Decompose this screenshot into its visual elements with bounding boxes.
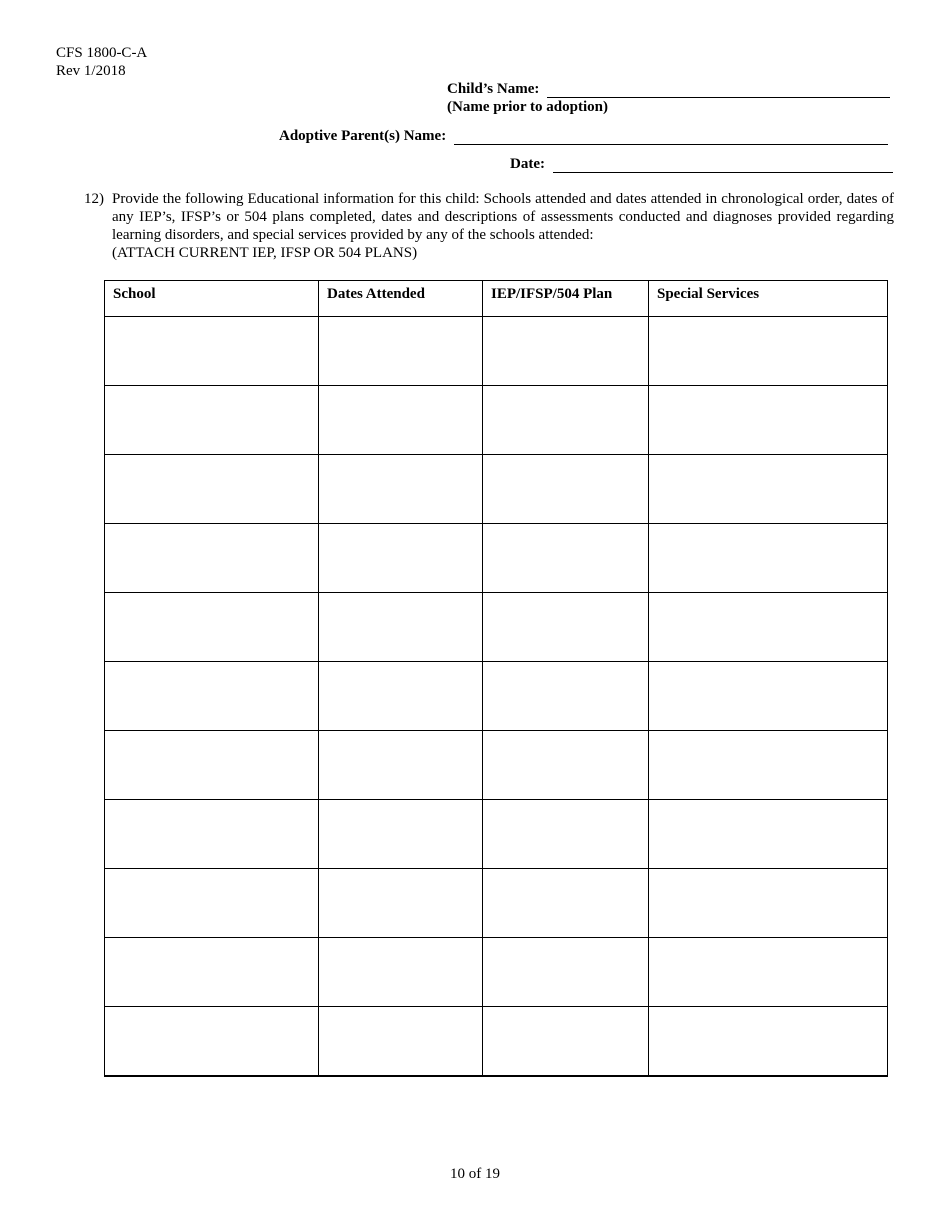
- cell-special-services[interactable]: [649, 386, 888, 455]
- cell-school[interactable]: [105, 938, 319, 1007]
- child-name-label: Child’s Name:: [447, 81, 540, 97]
- cell-special-services[interactable]: [649, 593, 888, 662]
- cell-special-services[interactable]: [649, 317, 888, 386]
- cell-iep-plan[interactable]: [483, 524, 649, 593]
- question-12: [84, 190, 894, 262]
- cell-school[interactable]: [105, 869, 319, 938]
- column-header-special-services: Special Services: [649, 281, 888, 317]
- cell-school[interactable]: [105, 386, 319, 455]
- cell-school[interactable]: [105, 1007, 319, 1077]
- cell-dates-attended[interactable]: [319, 731, 483, 800]
- cell-iep-plan[interactable]: [483, 455, 649, 524]
- cell-school[interactable]: [105, 593, 319, 662]
- cell-special-services[interactable]: [649, 455, 888, 524]
- form-revision: Rev 1/2018: [56, 63, 126, 79]
- cell-iep-plan[interactable]: [483, 869, 649, 938]
- cell-dates-attended[interactable]: [319, 386, 483, 455]
- cell-school[interactable]: [105, 524, 319, 593]
- adoptive-parent-label: Adoptive Parent(s) Name:: [279, 128, 447, 144]
- date-field[interactable]: [553, 156, 893, 173]
- cell-iep-plan[interactable]: [483, 731, 649, 800]
- cell-iep-plan[interactable]: [483, 317, 649, 386]
- cell-special-services[interactable]: [649, 1007, 888, 1077]
- column-header-school: School: [105, 281, 319, 317]
- table-header-row: [105, 281, 888, 317]
- cell-school[interactable]: [105, 662, 319, 731]
- cell-special-services[interactable]: [649, 524, 888, 593]
- table-row: [105, 386, 888, 455]
- date-label: Date:: [510, 156, 545, 172]
- form-identifier: [56, 44, 147, 80]
- table-row: [105, 938, 888, 1007]
- cell-iep-plan[interactable]: [483, 593, 649, 662]
- table-row: [105, 455, 888, 524]
- cell-special-services[interactable]: [649, 869, 888, 938]
- table-row: [105, 869, 888, 938]
- cell-dates-attended[interactable]: [319, 800, 483, 869]
- table-body: [105, 317, 888, 1077]
- cell-special-services[interactable]: [649, 938, 888, 1007]
- column-header-iep-plan: IEP/IFSP/504 Plan: [483, 281, 649, 317]
- table-row: [105, 1007, 888, 1077]
- attach-note: (ATTACH CURRENT IEP, IFSP OR 504 PLANS): [112, 245, 418, 261]
- page-number: 10 of 19: [450, 1166, 500, 1182]
- date-row: [510, 155, 893, 173]
- cell-dates-attended[interactable]: [319, 593, 483, 662]
- table-row: [105, 524, 888, 593]
- table-row: [105, 662, 888, 731]
- cell-iep-plan[interactable]: [483, 662, 649, 731]
- cell-dates-attended[interactable]: [319, 938, 483, 1007]
- cell-special-services[interactable]: [649, 800, 888, 869]
- cell-iep-plan[interactable]: [483, 800, 649, 869]
- cell-school[interactable]: [105, 731, 319, 800]
- cell-school[interactable]: [105, 455, 319, 524]
- child-name-row: [447, 80, 890, 98]
- cell-school[interactable]: [105, 317, 319, 386]
- adoptive-parent-field[interactable]: [454, 128, 888, 145]
- question-text: Provide the following Educational information for this child: Schools attended and dates attended in chronological order, dates of any IEP’s, IFSP’s or 504 plans completed, dates and descriptions of assessments conducted and diagnoses provided regarding learning disorders, and special services provided by any of the schools attended:: [112, 191, 894, 243]
- cell-iep-plan[interactable]: [483, 386, 649, 455]
- table-row: [105, 317, 888, 386]
- cell-dates-attended[interactable]: [319, 869, 483, 938]
- table-row: [105, 731, 888, 800]
- cell-iep-plan[interactable]: [483, 938, 649, 1007]
- cell-dates-attended[interactable]: [319, 662, 483, 731]
- question-number: 12): [84, 191, 104, 207]
- cell-dates-attended[interactable]: [319, 524, 483, 593]
- cell-dates-attended[interactable]: [319, 455, 483, 524]
- cell-special-services[interactable]: [649, 662, 888, 731]
- education-table: [104, 280, 888, 1077]
- table-row: [105, 593, 888, 662]
- cell-school[interactable]: [105, 800, 319, 869]
- form-number: CFS 1800-C-A: [56, 45, 148, 61]
- child-name-field[interactable]: [547, 81, 890, 98]
- cell-iep-plan[interactable]: [483, 1007, 649, 1077]
- cell-dates-attended[interactable]: [319, 1007, 483, 1077]
- cell-special-services[interactable]: [649, 731, 888, 800]
- table-row: [105, 800, 888, 869]
- column-header-dates-attended: Dates Attended: [319, 281, 483, 317]
- cell-dates-attended[interactable]: [319, 317, 483, 386]
- child-name-note: (Name prior to adoption): [447, 99, 608, 115]
- adoptive-parent-row: [279, 127, 888, 145]
